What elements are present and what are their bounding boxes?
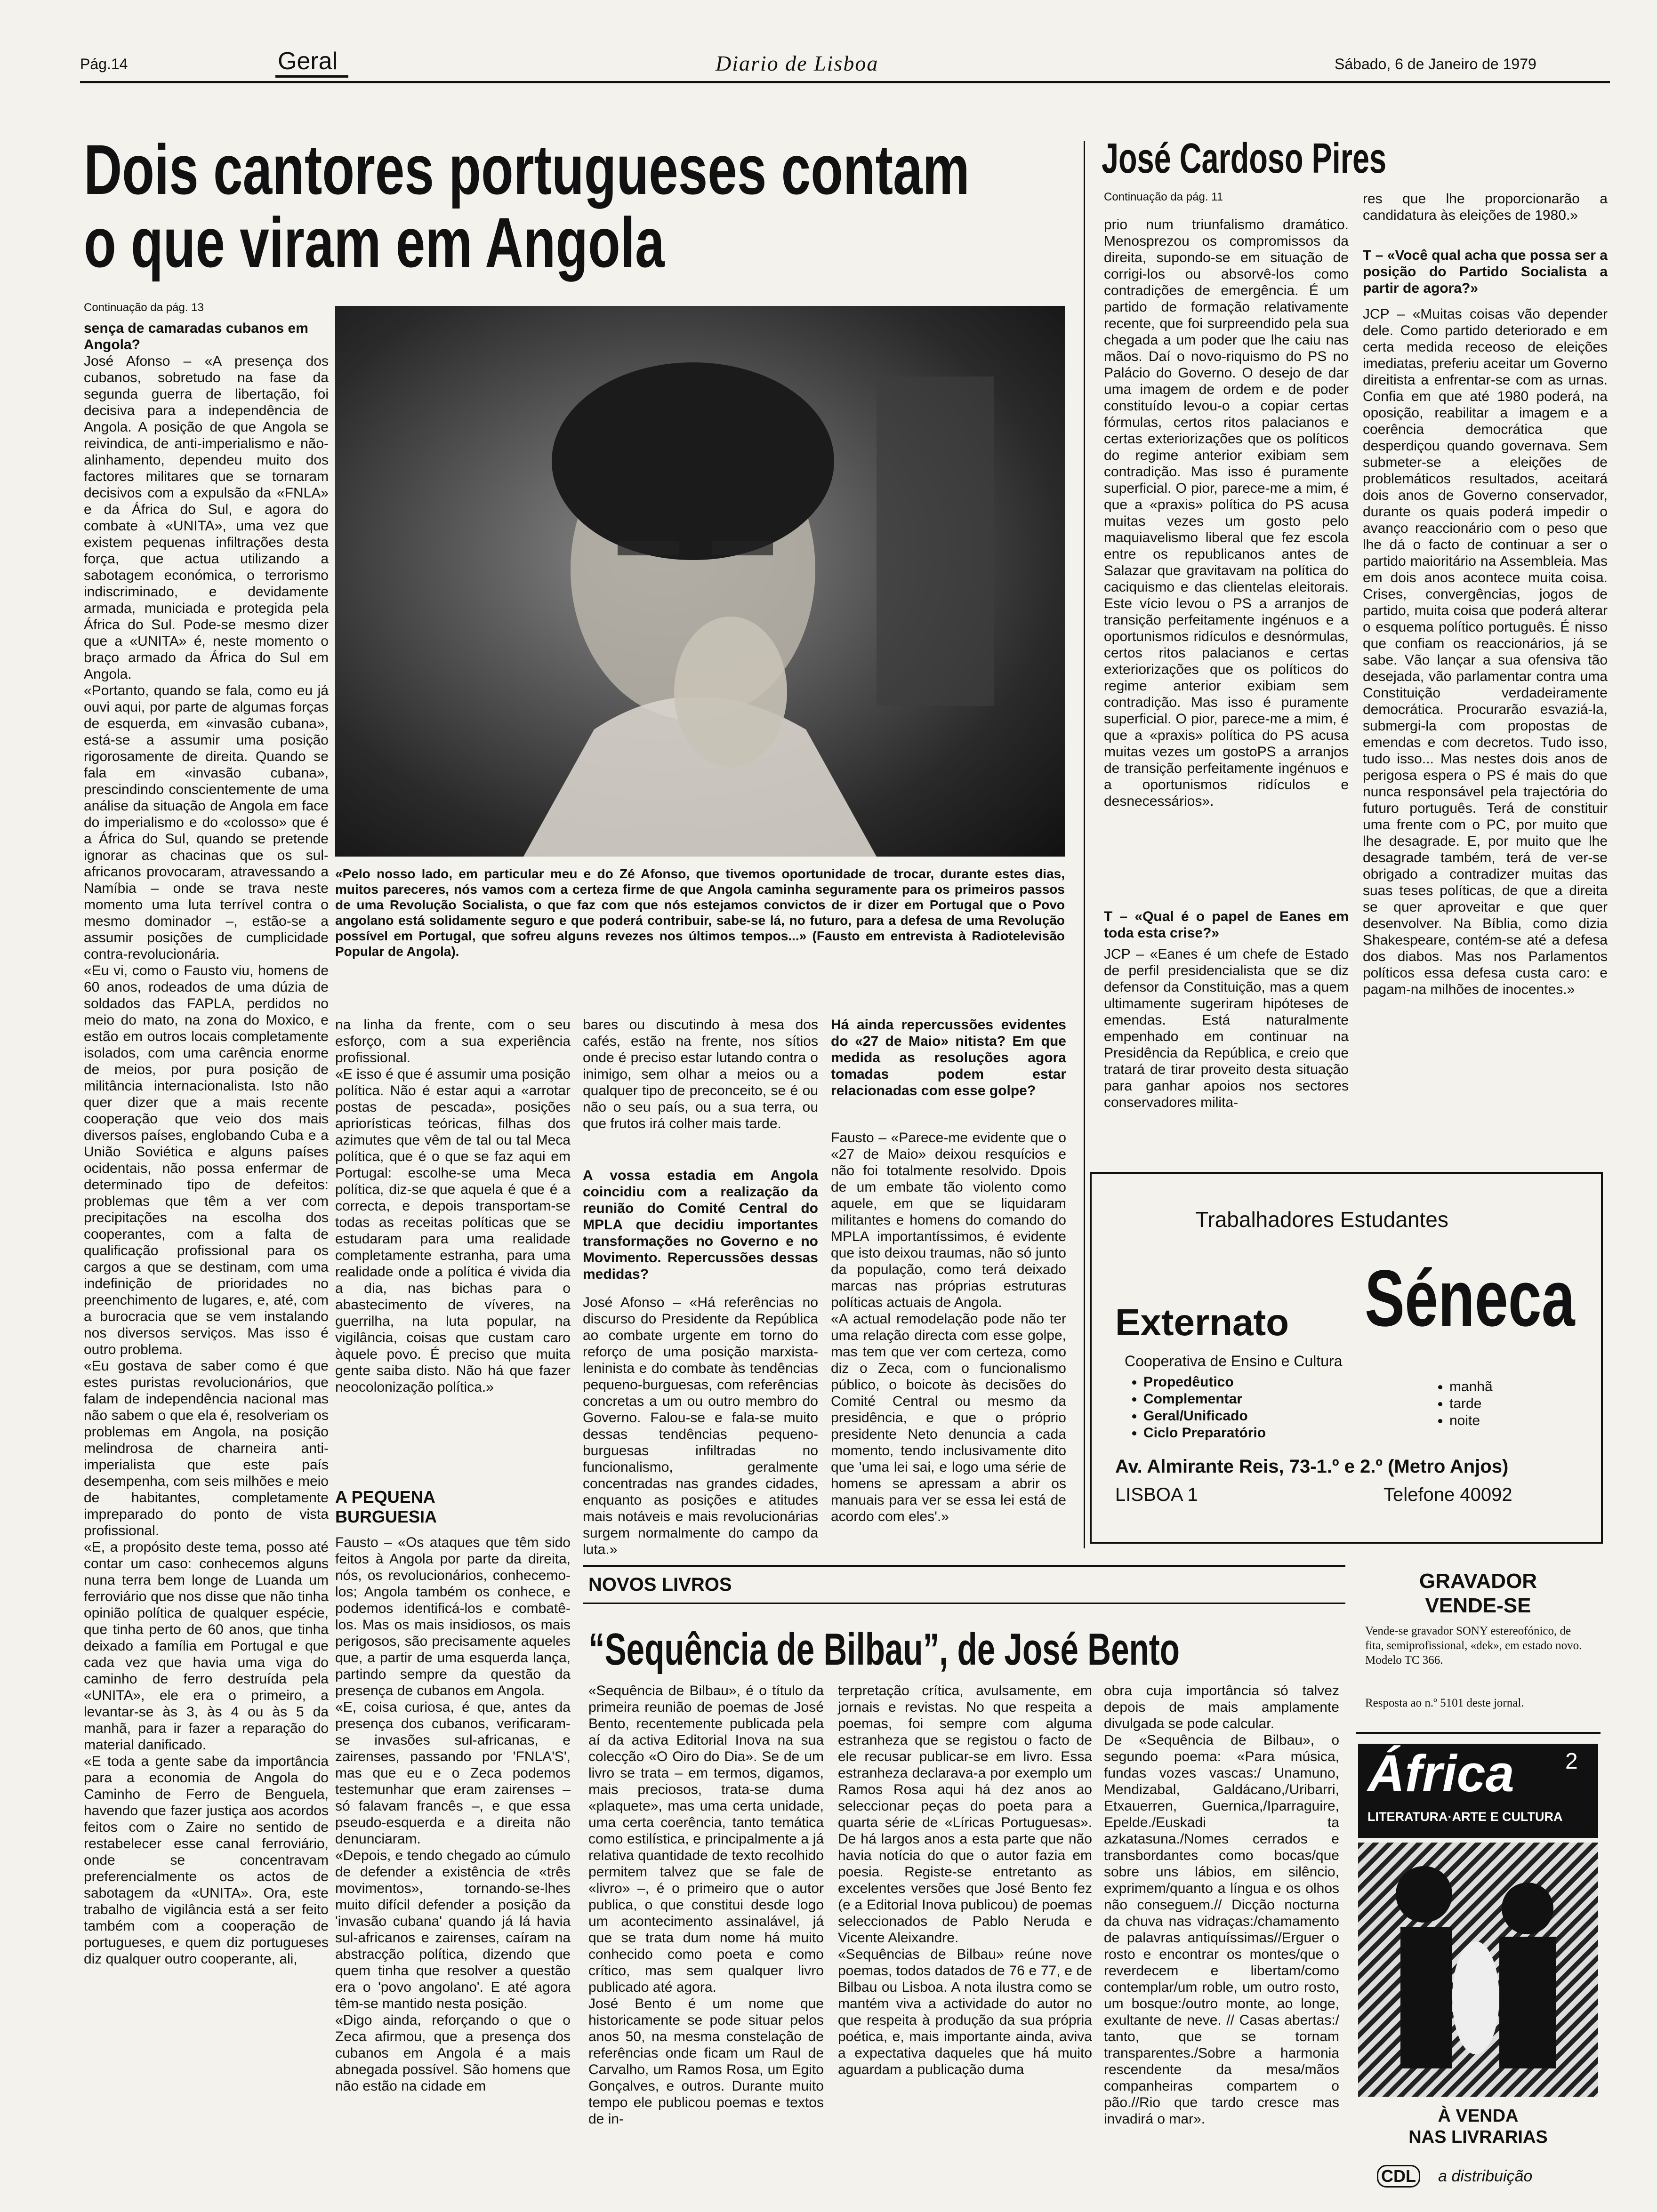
course-item: • Geral/Unificado: [1143, 1408, 1266, 1425]
seneca-name: Séneca: [1365, 1254, 1575, 1343]
africa-figures: [1358, 1843, 1598, 2097]
article-col3a: bares ou discutindo à mesa dos cafés, estão na frente, nos sítios onde é preciso estar lutando contra o inimigo, sem olhar a meios ou a qualquer tipo de preconceito, se é ou não o seu país, ou a sua terra, ou que frutos irá colher mais tarde.: [583, 1017, 818, 1131]
seneca-ad: [1090, 1172, 1603, 1544]
gravador-title2: VENDE-SE: [1425, 1594, 1531, 1617]
article-col3b: José Afonso – «Há referências no discurso do Presidente da República ao combate urgente em torno do reforço de uma posição marxista-leninista e do combate às tendências pequeno-burguesas, com referências concretas a um ou outro membro do Governo. Falou-se e fala-se muito dessas tendências pequeno-burguesas infiltradas no funcionalismo, geralmente concentradas nas grandes cidades, enquanto as posições e atitudes mais notáveis e mais revolucionárias surgem normalmente do campo da luta.»: [583, 1295, 818, 1557]
portrait-photo: [335, 306, 1065, 857]
course-item: • Ciclo Preparatório: [1143, 1425, 1266, 1442]
africa-sup: 2: [1565, 1749, 1578, 1774]
course-item: • Propedêutico: [1143, 1374, 1266, 1391]
section-label: Geral: [278, 48, 338, 75]
gravador-title1: GRAVADOR: [1419, 1570, 1537, 1593]
jcp-title: José Cardoso Pires: [1102, 135, 1387, 182]
jcp-col1: prio num triunfalismo dramático. Menosprezou os compromissos da direita, supondo-se em situação de corrigi-los ou absorvê-los como contradições de emergência. É um partido de formação relativamente recente, que foi surpreendido pela sua chegada a um poder que lhe caiu nas mãos. Daí o novo-riquismo do PS no Palácio do Governo. O desejo de dar uma imagem de ordem e de poder constituído levou-o a copiar certas fórmulas, certos ritos palacianos e certas exteriorizações que os políticos do regime anterior exibiam sem contradição. Mas isso é puramente superficial. O pior, parece-me a mim, é que a «praxis» política do PS acusa muitas vezes um gosto pelo maquiavelismo liberal que fez escola entre os republicanos antes de Salazar que gravitavam na política do caciquismo e das clientelas eleitorais. Este vício levou o PS a arranjos de transição perfeitamente ingénuos e a oportunismos ridículos e desnórmulas, certos ritos palacianos e certas exteriorizações que os políticos do regime anterior exibiam sem contradição. Mas isso é puramente superficial. O pior, parece-me a mim, é que a «praxis» política do PS acusa muitas vezes um gostoPS a arranjos de transição perfeitamente ingénuos e a oportunismos ridículos e desnecessários».: [1104, 217, 1349, 809]
seneca-city: LISBOA 1: [1115, 1484, 1198, 1505]
africa-subtitle: LITERATURA·ARTE E CULTURA: [1367, 1810, 1563, 1824]
col4-question: Há ainda repercussões evidentes do «27 de Maio» nitista? Em que medida as resoluções agora tomadas podem estar relacionadas com esse golpe?: [831, 1017, 1066, 1098]
books-rule-mid: [583, 1603, 1345, 1604]
time-item: • manhã: [1449, 1378, 1493, 1395]
article-col1: José Afonso – «A presença dos cubanos, sobretudo na fase da segunda guerra de libertação, foi decisiva para a independência de Angola. A posição de que Angola se reivindica, de anti-imperialismo e não-alinhamento, dependeu muito dos factores militares que se tornaram decisivos com a expulsão da «FNLA» e da África do Sul, e agora do combate à «UNITA», uma vez que existem pequenas infiltrações desta força, que actua utilizando a sabotagem económica, o terrorismo indiscriminado, e devidamente armada, municiada e protegida pela África do Sul. Pode-se mesmo dizer que a «UNITA» é, neste momento o braço armado da África do Sul em Angola. «Portanto, quando se fala, como eu já ouvi aqui, por parte de algumas forças de esquerda, em «invasão cubana», está-se a assumir uma posição rigorosamente de direita. Quando se fala em «invasão cubana», prescindindo conscientemente de uma análise da situação de Angola em face do imperialismo e do «colosso» que é a África do Sul, quando se pretende ignorar as chacinas que os sul-africanos provocaram, atravessando a Namíbia – onde se trava neste momento uma luta terrível contra o mesmo dominador –, estão-se a assumir posições de cumplicidade contra-revolucionária. «Eu vi, como o Fausto viu, homens de 60 anos, rodeados de uma dúzia de soldados das FAPLA, perdidos no meio do mato, na zona do Moxico, e estão em outros locais completamente isolados, com uma carência enorme de meios, por pura posição de militância internacionalista. Isto não quer dizer que a mais recente cooperação que veio dos mais diversos países, englobando Cuba e a União Soviética e alguns países ocidentais, não possa enfermar de determinado tipo de defeitos: problemas que têm a ver com precipitações na escolha dos cooperantes, com a falta de qualificação profissional para os cargos a que se destinam, com uma indefinição de prioridades no preenchimento de lugares, e, até, com a burocracia que se vem instalando nos diversos serviços. Mas isso é outro problema. «Eu gostava de saber como é que estes puristas revolucionários, que falam de independência nacional mas não sabem o que ela é, resolveriam os problemas em Angola, na posição melindrosa de charneira anti-imperialista que este país desempenha, com seis milhões e meio de habitantes, completamente impreparado do ponto de vista profissional. «E, a propósito deste tema, posso até contar um caso: conhecemos alguns nuna terra bem longe de Luanda um ferroviário que nos disse que não tinha opinião política de qualquer espécie, que tinha perto de 60 anos, que tinha deixado a família em Portugal e que cada vez que havia uma viga do caminho de ferro destruída pela «UNITA», ele era o primeiro, a levantar-se às 3, às 4 ou às 5 da manhã, para ir fazer a reparação do material danificado. «E toda a gente sabe da importância para a economia de Angola do Caminho de Ferro de Benguela, havendo que fazer justiça aos acordos feitos com o Zaire no sentido de restabelecer esse canal ferroviário, onde se concentravam preferencialmente os actos de sabotagem da «UNITA». Ora, este trabalho de vigilância está a ser feito também com a cooperação de portugueses, e quem diz portugueses diz qualquer outro cooperante, ali,: [84, 353, 329, 1967]
books-rule-top: [583, 1565, 1345, 1567]
gravador-ad: [1356, 1565, 1601, 1725]
seneca-times: [1431, 1378, 1493, 1429]
seneca-courses: [1125, 1374, 1266, 1442]
section-underline: [275, 75, 348, 78]
seneca-phone: Telefone 40092: [1384, 1484, 1512, 1505]
books-headline: “Sequência de Bilbau”, de José Bento: [588, 1624, 1180, 1675]
africa-distribution: a distribuição: [1438, 2167, 1533, 2185]
col1-lead: sença de camaradas cubanos em Angola?: [84, 321, 308, 353]
africa-sale2: NAS LIVRARIAS: [1408, 2127, 1548, 2147]
jcp-col2-question: T – «Você qual acha que possa ser a posição do Partido Socialista a partir de agora?»: [1363, 248, 1608, 296]
article-col2b: Fausto – «Os ataques que têm sido feitos à Angola por parte da direita, nós, os revolucionários, conhecemo-los; Angola também os conhece, e podemos identificá-los e combatê-los. Mas os mais insidiosos, os mais perigosos, são precisamente aqueles que, a partir de uma esquerda lança, partindo sempre da questão da presença de cubanos em Angola. «E, coisa curiosa, é que, antes da presença dos cubanos, verificaram-se invasões sul-africanas, e zairenses, passando por 'FNLA'S', mas que eu e o Zeca podemos testemunhar que eram zairenses – só falavam francês –, e que essa pseudo-esquerda e a direita não denunciaram. «Depois, e tendo chegado ao cúmulo de defender a existência de «três movimentos», tornando-se-lhes muito difícil defender a posição da 'invasão cubana' quando já lá havia sul-africanos e zairenses, caíram na abstracção política, dizendo que quem tinha que resolver a questão era o 'povo angolano'. E até agora têm-se mantido nesta posição. «Digo ainda, reforçando o que o Zeca afirmou, que a presença dos cubanos em Angola é a mais abnegada possível. São homens que não estão na cidade em: [335, 1535, 571, 2094]
main-headline-line2: o que viram em Angola: [84, 203, 665, 282]
date: Sábado, 6 de Janeiro de 1979: [1335, 56, 1536, 72]
books-col1: «Sequência de Bilbau», é o título da primeira reunião de poemas de José Bento, recentemente publicada pela aí da activa Editorial Inova na sua colecção «O Oiro do Dia». Se de um livro se trata – em termos, digamos, mais preciosos, trata-se duma «plaquete», mas uma certa unidade, uma certa coerência, tanto temática como estilística, e principalmente a já relativa quantidade de texto recolhido permitem talvez que se fale de «livro» –, é o primeiro que o autor publica, o que constitui desde logo um acontecimento assinalável, já que se trata dum nome há muito conhecido como poeta e como crítico, mas sem qualquer livro publicado até agora. José Bento é um nome que historicamente se pode situar pelos anos 50, na mesma constelação de referências onde ficam um Raul de Carvalho, um Ramos Rosa, um Egito Gonçalves, e outros. Durante muito tempo ele publicou poemas e textos de in-: [588, 1683, 824, 2127]
gravador-text: Vende-se gravador SONY estereofónico, de fita, semiprofissional, «dek», em estado novo. Modelo TC 366.: [1365, 1625, 1582, 1667]
column-divider-main: [1084, 141, 1085, 1548]
seneca-address: Av. Almirante Reis, 73-1.º e 2.º (Metro Anjos): [1115, 1456, 1509, 1477]
jcp-col2b: JCP – «Muitas coisas vão depender dele. Como partido deteriorado e em certa medida receoso de eleições imediatas, preferiu aceitar um Governo direitista a enfrentar-se com as urnas. Confia em que até 1980 poderá, na oposição, reabilitar a imagem e a coerência democrática que desperdiçou quando governava. Sem submeter-se a eleições de problemáticos resultados, aceitará dois anos de Governo conservador, durante os quais poderá impedir o avanço reaccionário com o peso que lhe dá o facto de continuar a ser o partido maioritário na Assembleia. Mas em dois anos acontece muita coisa. Crises, convergências, jogos de partido, muita coisa que poderá alterar o esquema político português. É nisso que confiam os reaccionários, já se sabe. Vão lançar a sua ofensiva tão desejada, vão parlamentar contra uma Constituição verdadeiramente democrática. Procurarão esvaziá-la, submergi-la com propostas de emendas e com decretos. Tudo isso, tudo isso... Mas nestes dois anos de perigosa espera o PS é mais do que nunca responsável pela trajectória do futuro português. Terá de constituir uma frente com o PC, por muito que lhe desagrade. E, por muito que lhe desagrade também, terá de ver-se obrigado a contradizer muitas das suas teses políticas, de que a direita se quer aproveitar e que quer desenvolver. Na Bíblia, como dizia Shakespeare, contém-se até a defesa dos diabos. Mas nos Parlamentos políticos essa defesa custa caro: e pagam-na milhões de inocentes.»: [1363, 306, 1608, 997]
jcp-col2a: res que lhe proporcionarão a candidatura às eleições de 1980.»: [1363, 191, 1608, 223]
jcp-col1b: JCP – «Eanes é um chefe de Estado de perfil presidencialista que se diz defensor da Constituição, mas a quem ultimamente sugeriram hipóteses de emendas. Está naturalmente empenhado em continuar na Presidência da República, e creio que tratará de tirar proveito desta situação para ganhar apoios nos sectores conservadores milita-: [1104, 946, 1349, 1110]
jcp-question: T – «Qual é o papel de Eanes em toda esta crise?»: [1104, 909, 1349, 941]
books-section: NOVOS LIVROS: [588, 1574, 732, 1595]
seneca-top: Trabalhadores Estudantes: [1195, 1207, 1448, 1232]
masthead: Diario de Lisboa: [716, 51, 879, 75]
africa-title: África: [1367, 1745, 1514, 1803]
header-rule: [80, 81, 1610, 83]
gravador-rule: [1356, 1732, 1601, 1734]
article-col2a: na linha da frente, com o seu esforço, com a sua experiência profissional. «E isso é que é assumir uma posição política. Não é estar aqui a «arrotar postas de pescada», posições apriorísticas teóricas, filhas dos azimutes que vêm de tal ou tal Meca política, que é o que se faz aqui em Portugal: escolhe-se uma Meca política, diz-se que aquela é que é a correcta, e depois transportam-se todas as receitas políticas que se estudaram para uma realidade completamente estranha, para uma realidade onde a política é vivida dia a dia, nas bichas para o abastecimento de víveres, na guerrilha, na luta popular, na vigilância, coisas que custam caro àquele povo. É preciso que muita gente saiba disto. Não há que fazer neocolonização política.»: [335, 1017, 571, 1395]
continuation-note: Continuação da pág. 13: [84, 301, 204, 314]
seneca-externato: Externato: [1115, 1301, 1289, 1343]
books-col2: terpretação crítica, avulsamente, em jornais e revistas. No que respeita a poemas, foi sempre com alguma estranheza que se registou o facto de ele recusar publicar-se em livro. Essa estranheza declarava-a por exemplo um Ramos Rosa aqui há dez anos ao seleccionar peças do poeta para a quarta série de «Líricas Portuguesas». De há largos anos a esta parte que não havia notícia do que o autor fazia em poesia. Registe-se entretanto as excelentes versões que José Bento fez (e a Editorial Inova publicou) de poemas seleccionados de Pablo Neruda e Vicente Aleixandre. «Sequências de Bilbau» reúne nove poemas, todos datados de 76 e 77, e de Bilbau ou Lisboa. A nota ilustra como se mantém viva a actividade do autor no que respeita à produção da sua própria poética, e, mais importante ainda, aviva a expectativa daqueles que há muito aguardam a publicação duma: [838, 1683, 1092, 2077]
main-headline-line1: Dois cantores portugueses contam: [84, 130, 970, 209]
books-col3: obra cuja importância só talvez depois de mais amplamente divulgada se pode calcular. De «Sequência de Bilbau», o segundo poema: «Para música, fundas vozes vascas:/ Unamuno, Mendizabal, Galdácano,/Uribarri, Etxauerren, Guernica,/Iparraguire, Epelde./Euskadi ta azkatasuna./Nomes cerrados e transbordantes como bocas/que sobre uns lábios, em silêncio, exprimem/quanto a língua e os olhos não conseguem.// Dicção nocturna da chuva nas vidraças:/chamamento de palavras antiquíssimas//Erguer o rosto e encontrar os montes/que o reverdecem e libertam/como contemplar/um roble, um outro rosto, um bosque:/outro monte, ao longe, exultante de neve. // Casas abertas:/ tanto, que se tornam transparentes./Sobre a harmonia rescendente da mesa/mãos companheiras compartem o pão.//Rio que tardo cresce mas invadirá o mar».: [1104, 1683, 1339, 2127]
africa-artwork: [1358, 1843, 1598, 2097]
africa-banner: [1358, 1744, 1598, 1838]
page-number: Pág.14: [80, 56, 128, 72]
article-col4: Fausto – «Parece-me evidente que o «27 de Maio» deixou resquícios e não foi totalmente resolvido. Dpois de um embate tão violento como aquele, em que se liquidaram militantes e homens do comando do MPLA importantíssimos, é evidente que isto deixou traumas, não só junto da população, como terá deixado marcas nas próprias estruturas políticas actuais de Angola. «A actual remodelação pode não ter uma relação directa com esse golpe, mas tem que ver com certeza, como diz o Zeca, com o funcionalismo público, o boicote às decisões do Comité Central ou mesmo da presidência, e que o próprio presidente Neto denuncia a cada momento, tendo inclusivamente dito que 'uma lei sai, e logo uma série de homens se apressam a abrir os manuais para ver se essa lei está de acordo com eles'.»: [831, 1130, 1066, 1524]
gravador-reply: Resposta ao n.º 5101 deste jornal.: [1365, 1697, 1524, 1709]
photo-caption: «Pelo nosso lado, em particular meu e do Zé Afonso, que tivemos oportunidade de trocar, durante estes dias, muitos pareceres, nós vamos com a certeza firme de que Angola caminha seguramente para os primeiros passos de uma Revolução Socialista, o que faz com que nós estejamos convictos de ir dizer em Portugal que o Povo angolano está solidamente seguro e que poderá contribuir, sabe-se lá, no futuro, para a defesa de uma Revolução possível em Portugal, que sofreu alguns revezes nos últimos tempos...» (Fausto em entrevista à Radiotelevisão Popular de Angola).: [335, 866, 1065, 959]
subhead-pequena-burguesia: A PEQUENA BURGUESIA: [335, 1487, 437, 1526]
portrait-figure: [335, 306, 1065, 857]
jcp-continuation: Continuação da pág. 11: [1104, 191, 1223, 203]
africa-ad: [1358, 1744, 1598, 2196]
col3-question: A vossa estadia em Angola coincidiu com a realização da reunião do Comité Central do MPLA que decidiu importantes transformações no Governo e no Movimento. Repercussões dessas medidas?: [583, 1168, 818, 1282]
seneca-coop: Cooperativa de Ensino e Cultura: [1125, 1353, 1343, 1370]
time-item: • tarde: [1449, 1395, 1493, 1412]
course-item: • Complementar: [1143, 1391, 1266, 1408]
time-item: • noite: [1449, 1412, 1493, 1429]
cdl-logo: CDL: [1377, 2165, 1420, 2188]
africa-sale1: À VENDA: [1438, 2106, 1519, 2126]
